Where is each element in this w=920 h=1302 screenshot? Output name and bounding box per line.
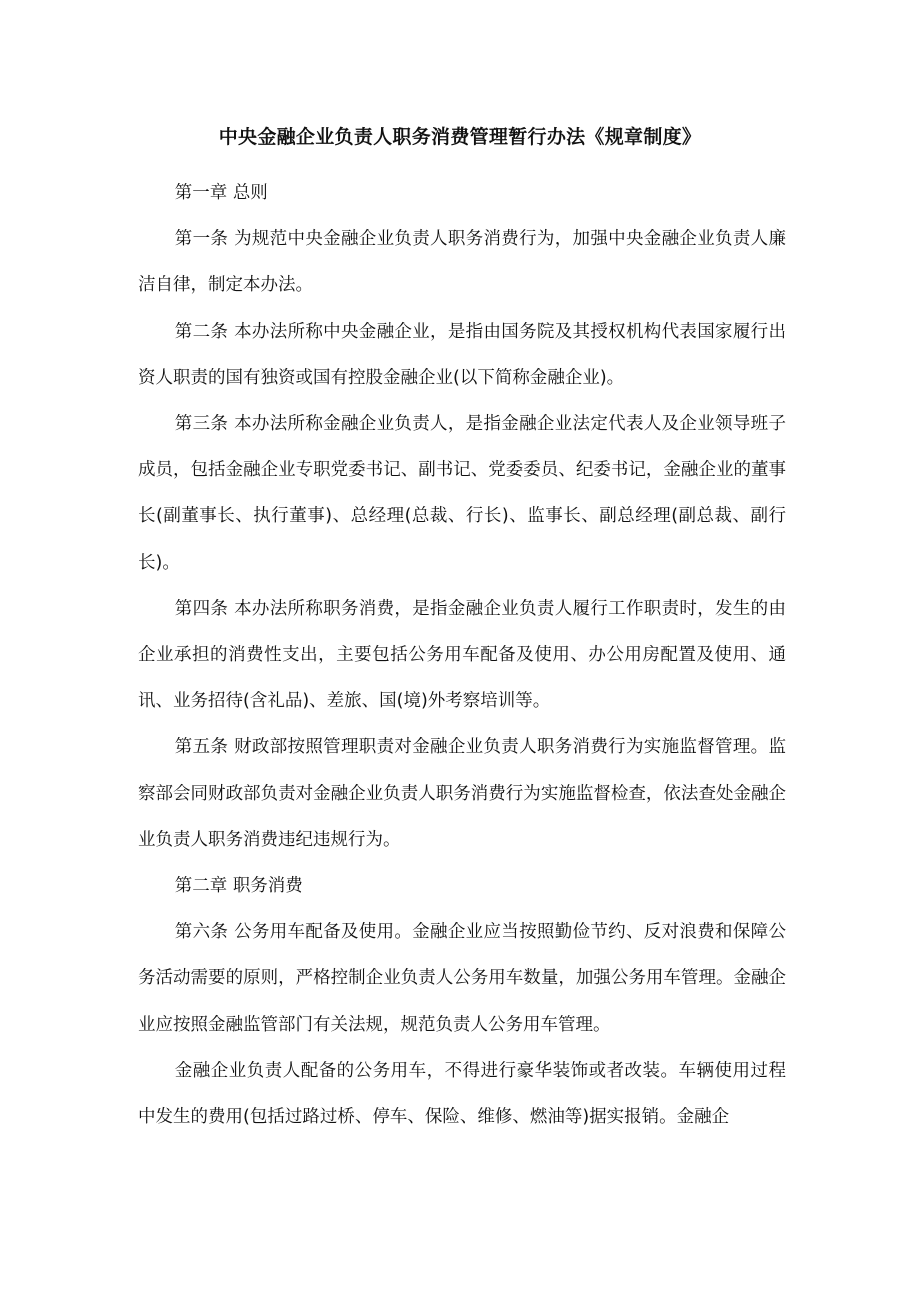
article-paragraph: 第三条 本办法所称金融企业负责人，是指金融企业法定代表人及企业领导班子成员，包括金融企业专职党委书记、副书记、党委委员、纪委书记，金融企业的董事长(副董事长、执行董事)、总经理(总裁、行长)、监事长、副总经理(副总裁、副行长)。	[138, 414, 786, 573]
body-paragraph: 金融企业负责人配备的公务用车，不得进行豪华装饰或者改装。车辆使用过程中发生的费用(包括过路过桥、停车、保险、维修、燃油等)据实报销。金融企	[138, 1060, 786, 1128]
article-paragraph: 第二条 本办法所称中央金融企业，是指由国务院及其授权机构代表国家履行出资人职责的国有独资或国有控股金融企业(以下简称金融企业)。	[138, 321, 786, 388]
document-title: 中央金融企业负责人职务消费管理暂行办法《规章制度》	[218, 126, 702, 148]
article-paragraph: 第一条 为规范中央金融企业负责人职务消费行为，加强中央金融企业负责人廉洁自律，制定本办法。	[138, 229, 786, 296]
chapter-heading: 第二章 职务消费	[174, 876, 303, 897]
article-paragraph: 第五条 财政部按照管理职责对金融企业负责人职务消费行为实施监督管理。监察部会同财政部负责对金融企业负责人职务消费行为实施监督检查，依法查处金融企业负责人职务消费违纪违规行为。	[138, 737, 786, 850]
article-paragraph: 第四条 本办法所称职务消费，是指金融企业负责人履行工作职责时，发生的由企业承担的消费性支出，主要包括公务用车配备及使用、办公用房配置及使用、通讯、业务招待(含礼品)、差旅、国(境)外考察培训等。	[138, 598, 786, 712]
article-paragraph: 第六条 公务用车配备及使用。金融企业应当按照勤俭节约、反对浪费和保障公务活动需要的原则，严格控制企业负责人公务用车数量，加强公务用车管理。金融企业应按照金融监管部门有关法规，规范负责人公务用车管理。	[138, 922, 786, 1035]
chapter-heading: 第一章 总则	[174, 183, 268, 203]
document-body	[138, 170, 786, 1140]
